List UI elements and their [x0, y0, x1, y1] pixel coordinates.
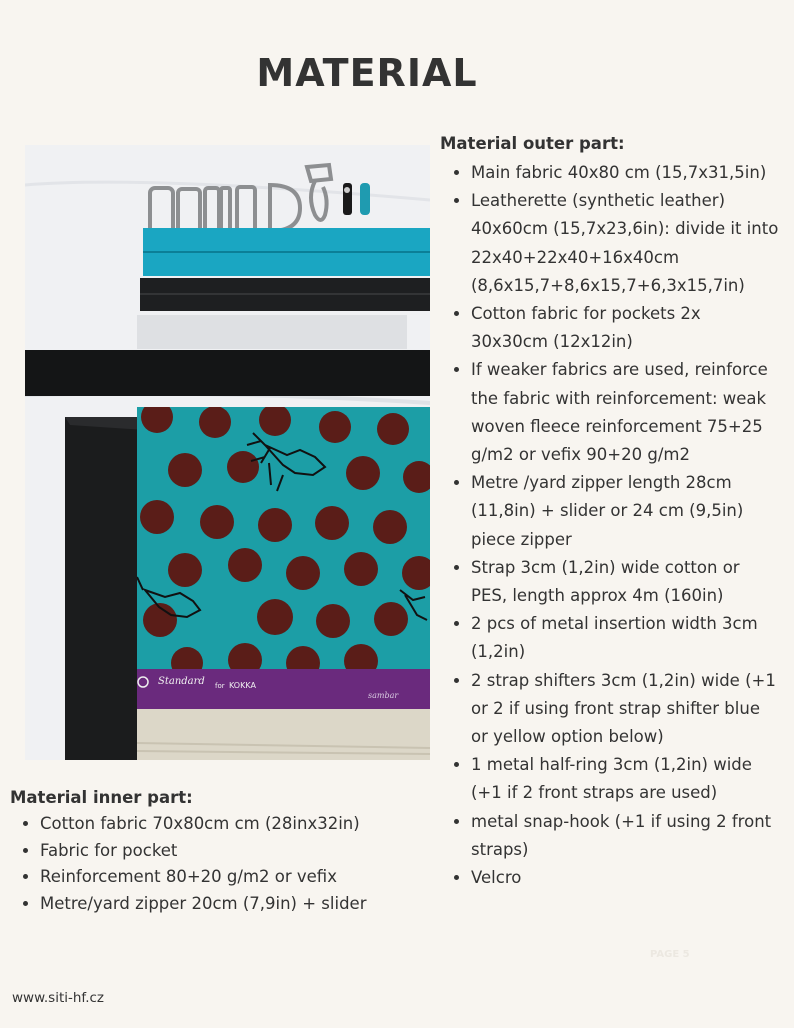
- list-item: • Fabric for pocket: [40, 838, 430, 865]
- page-title: MATERIAL: [256, 51, 478, 96]
- list-item: • Strap 3cm (1,2in) wide cotton or PES, length approx 4m (160in): [471, 554, 780, 610]
- inner-materials-list: [10, 811, 430, 917]
- label-brand: Standard: [158, 676, 205, 687]
- page-number: PAGE 5: [650, 949, 690, 960]
- label-maker: KOKKA: [229, 681, 256, 690]
- list-item: • Main fabric 40x80 cm (15,7x31,5in): [471, 159, 780, 187]
- list-item: • Cotton fabric for pockets 2x 30x30cm (12x12in): [471, 300, 780, 356]
- list-item: • metal snap-hook (+1 if using 2 front straps): [471, 808, 780, 864]
- list-item: • If weaker fabrics are used, reinforce the fabric with reinforcement: weak woven fleece reinforcement 75+25 g/m2 or vefix 90+20 g/m2: [471, 356, 780, 469]
- outer-materials-list: [440, 159, 780, 892]
- list-item: • 2 pcs of metal insertion width 3cm (1,2in): [471, 610, 780, 666]
- list-item: • Reinforcement 80+20 g/m2 or vefix: [40, 864, 430, 891]
- outer-materials: [440, 133, 780, 892]
- materials-photo: [25, 145, 430, 760]
- outer-materials-heading: Material outer part:: [440, 134, 625, 153]
- inner-materials: [10, 787, 430, 917]
- inner-materials-heading: Material inner part:: [10, 788, 193, 807]
- footer-url: www.siti-hf.cz: [12, 990, 105, 1006]
- list-item: • 2 strap shifters 3cm (1,2in) wide (+1 or 2 if using front strap shifter blue or yellow option below): [471, 667, 780, 752]
- list-item: • Velcro: [471, 864, 780, 892]
- list-item: • Leatherette (synthetic leather) 40x60cm (15,7x23,6in): divide it into 22x40+22x40+16x40cm (8,6x15,7+8,6x15,7+6,3x15,7in): [471, 187, 780, 300]
- label-line: sambar: [368, 691, 399, 700]
- list-item: • Metre /yard zipper length 28cm (11,8in) + slider or 24 cm (9,5in) piece zipper: [471, 469, 780, 554]
- list-item: • Metre/yard zipper 20cm (7,9in) + slider: [40, 891, 430, 918]
- list-item: • Cotton fabric 70x80cm cm (28inx32in): [40, 811, 430, 838]
- label-for: for: [215, 682, 225, 690]
- list-item: • 1 metal half-ring 3cm (1,2in) wide (+1 if 2 front straps are used): [471, 751, 780, 807]
